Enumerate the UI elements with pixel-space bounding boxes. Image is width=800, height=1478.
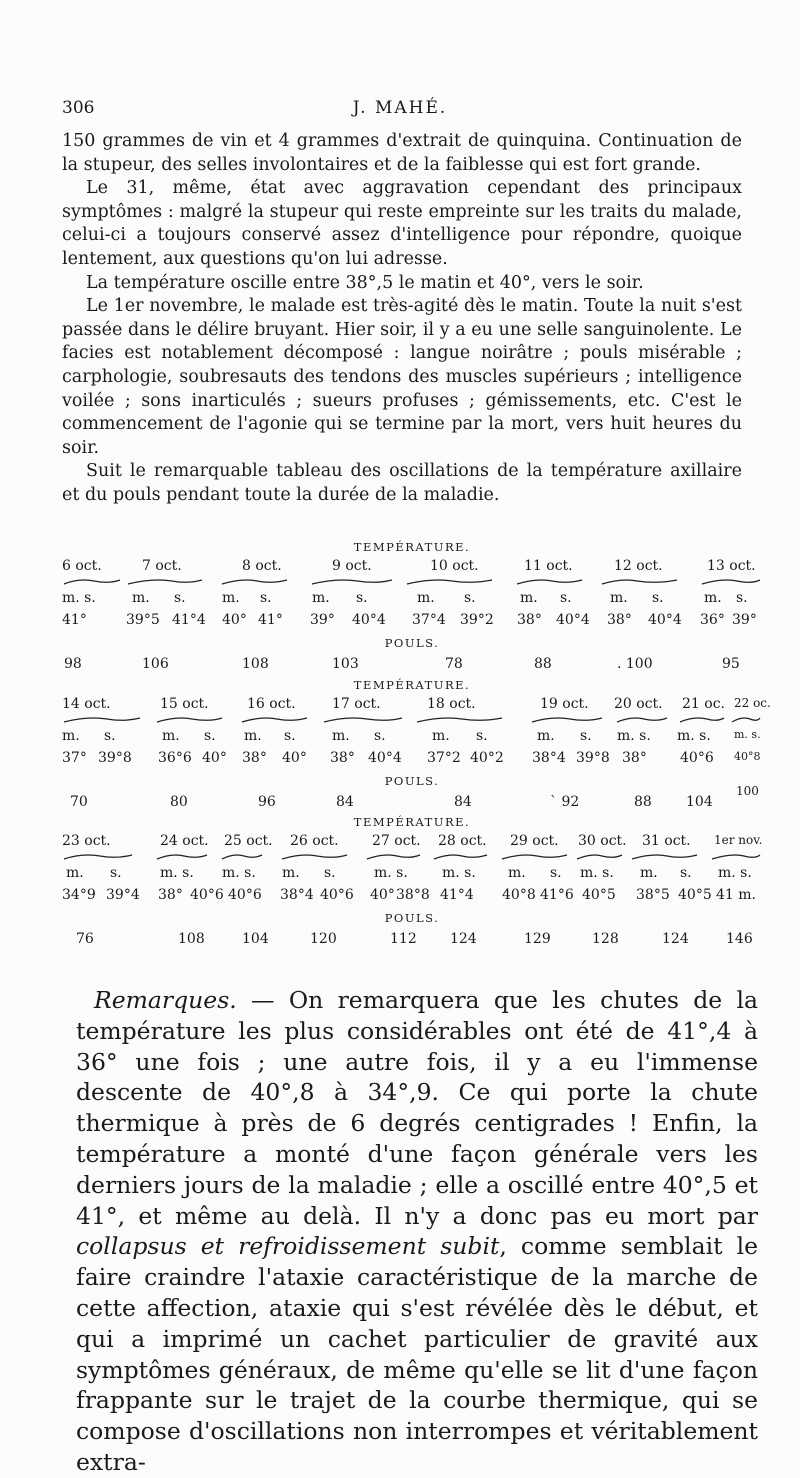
- temp-cell: 40°: [370, 887, 395, 903]
- remarks-italic-phrase: collapsus et refroidissement subit: [76, 1232, 500, 1261]
- temp-cell: 38°: [607, 612, 632, 628]
- date-row: [62, 833, 762, 853]
- pouls-row: [62, 931, 762, 951]
- date-cell: 13 oct.: [707, 558, 756, 574]
- morning-evening-row: [62, 590, 762, 610]
- ms-cell: s.: [736, 590, 748, 606]
- temp-cell: 40°: [222, 612, 247, 628]
- ms-cell: m.: [537, 728, 555, 744]
- date-cell: 28 oct.: [438, 833, 487, 849]
- date-cell: 16 oct.: [247, 696, 296, 712]
- page-number: 306: [62, 98, 95, 118]
- pouls-cell: 112: [390, 931, 417, 947]
- temperature-row: [62, 750, 762, 770]
- ms-cell: m. s.: [62, 590, 96, 606]
- ms-cell: m. s.: [580, 865, 614, 881]
- ms-cell: s.: [374, 728, 386, 744]
- ms-cell: m.: [132, 590, 150, 606]
- ms-cell: m.: [417, 590, 435, 606]
- temp-cell: 40°6: [228, 887, 262, 903]
- remarks-heading: Remarques.: [94, 986, 237, 1014]
- ms-cell: m. s.: [160, 865, 194, 881]
- date-cell: 21 oc.: [682, 696, 725, 712]
- temp-cell: 38°4: [280, 887, 314, 903]
- ms-cell: m. s.: [677, 728, 711, 744]
- morning-evening-row: [62, 865, 762, 885]
- pouls-cell: 84: [336, 794, 354, 810]
- ms-cell: m.: [610, 590, 628, 606]
- pouls-cell: 100: [736, 784, 759, 798]
- pouls-cell: 98: [64, 656, 82, 672]
- ms-cell: m.: [508, 865, 526, 881]
- temp-cell: 40°6: [190, 887, 224, 903]
- temp-cell: 37°4: [412, 612, 446, 628]
- temp-cell: 38°8: [396, 887, 430, 903]
- pouls-cell: 80: [170, 794, 188, 810]
- pouls-cell: 108: [242, 656, 269, 672]
- date-cell: 9 oct.: [332, 558, 372, 574]
- pouls-label: POULS.: [384, 636, 440, 650]
- paragraph: 150 grammes de vin et 4 grammes d'extrait de quinquina. Continuation de la stupeur, des selles involontaires et de la faiblesse qui est fort grande.: [62, 131, 742, 175]
- pouls-cell: 128: [592, 931, 619, 947]
- pouls-cell: 88: [634, 794, 652, 810]
- date-cell: 22 oc.: [734, 696, 771, 710]
- paragraph: Suit le remarquable tableau des oscillations de la température axillaire et du pouls pendant toute la durée de la maladie.: [62, 461, 742, 505]
- ms-cell: m. s.: [374, 865, 408, 881]
- pouls-cell: 96: [258, 794, 276, 810]
- remarks-text: , comme semblait le faire craindre l'ataxie caractéristique de la marche de cette affection, ataxie qui s'est révélée dès le début, et qui a imprimé un cachet particulier de gravité aux symptômes généraux, de même qu'elle se lit d'une façon frappante sur le trajet de la courbe thermique, qui se compose d'oscillations non interrompes et véritablement extra-: [76, 1232, 758, 1476]
- ms-cell: m.: [520, 590, 538, 606]
- temp-cell: 41°4: [172, 612, 206, 628]
- temp-cell: 40°6: [320, 887, 354, 903]
- date-cell: 26 oct.: [290, 833, 339, 849]
- temp-cell: 38°4: [532, 750, 566, 766]
- pouls-cell: 120: [310, 931, 337, 947]
- pouls-cell: 129: [524, 931, 551, 947]
- date-cell: 25 oct.: [224, 833, 273, 849]
- date-cell: 10 oct.: [430, 558, 479, 574]
- ms-cell: s.: [324, 865, 336, 881]
- morning-evening-row: [62, 728, 762, 748]
- pouls-cell: 70: [70, 794, 88, 810]
- pouls-label: POULS.: [384, 774, 440, 788]
- temp-cell: 40°4: [368, 750, 402, 766]
- temp-cell: 41°6: [540, 887, 574, 903]
- temp-cell: 38°: [330, 750, 355, 766]
- temp-cell: 41°: [258, 612, 283, 628]
- temp-cell: 40°8: [734, 750, 761, 763]
- pouls-cell: ` 92: [550, 794, 580, 810]
- brace-lines: [62, 716, 762, 724]
- temp-cell: 39°: [310, 612, 335, 628]
- ms-cell: m.: [66, 865, 84, 881]
- temp-cell: 39°8: [576, 750, 610, 766]
- ms-cell: s.: [356, 590, 368, 606]
- date-cell: 27 oct.: [372, 833, 421, 849]
- temperature-label: TEMPÉRATURE.: [353, 678, 471, 692]
- pouls-cell: 106: [142, 656, 169, 672]
- temp-cell: 41°: [62, 612, 87, 628]
- remarks-section: [76, 985, 758, 1478]
- ms-cell: m.: [312, 590, 330, 606]
- ms-cell: m.: [432, 728, 450, 744]
- brace-lines: [62, 853, 762, 861]
- ms-cell: s.: [110, 865, 122, 881]
- temp-cell: 40°5: [678, 887, 712, 903]
- temp-cell: 39°5: [126, 612, 160, 628]
- ms-cell: m. s.: [222, 865, 256, 881]
- date-cell: 11 oct.: [524, 558, 573, 574]
- temp-cell: 38°: [158, 887, 183, 903]
- ms-cell: s.: [550, 865, 562, 881]
- pouls-cell: 84: [454, 794, 472, 810]
- ms-cell: m.: [244, 728, 262, 744]
- body-text: [62, 130, 742, 508]
- date-cell: 14 oct.: [62, 696, 111, 712]
- temp-cell: 39°8: [98, 750, 132, 766]
- ms-cell: s.: [652, 590, 664, 606]
- date-row: [62, 558, 762, 578]
- temp-cell: 38°5: [636, 887, 670, 903]
- temp-cell: 38°: [242, 750, 267, 766]
- temperature-label: TEMPÉRATURE.: [353, 815, 471, 829]
- pouls-cell: 104: [242, 931, 269, 947]
- date-cell: 24 oct.: [160, 833, 209, 849]
- date-cell: 23 oct.: [62, 833, 111, 849]
- temp-cell: 40°2: [470, 750, 504, 766]
- temperature-row: [62, 612, 762, 632]
- brace-lines: [62, 578, 762, 586]
- temp-cell: 40°: [282, 750, 307, 766]
- temp-cell: 40°8: [502, 887, 536, 903]
- temperature-label: TEMPÉRATURE.: [353, 540, 471, 554]
- pouls-cell: 78: [445, 656, 463, 672]
- ms-cell: m.: [222, 590, 240, 606]
- pouls-cell: 104: [686, 794, 713, 810]
- ms-cell: s.: [260, 590, 272, 606]
- pouls-cell: 146: [726, 931, 753, 947]
- date-cell: 15 oct.: [160, 696, 209, 712]
- date-cell: 1er nov.: [714, 833, 763, 847]
- running-head: [62, 98, 738, 122]
- ms-cell: m.: [62, 728, 80, 744]
- pouls-cell: 103: [332, 656, 359, 672]
- temp-cell: 36°: [700, 612, 725, 628]
- pouls-cell: 124: [662, 931, 689, 947]
- temp-cell: 40°: [202, 750, 227, 766]
- ms-cell: s.: [464, 590, 476, 606]
- remarks-paragraph: [76, 985, 758, 1478]
- temp-cell: 39°2: [460, 612, 494, 628]
- temp-cell: 40°6: [680, 750, 714, 766]
- paragraph: Le 31, même, état avec aggravation cependant des principaux symptômes : malgré la stupeur qui reste empreinte sur les traits du malade, celui-ci a toujours conservé assez d'intelligence pour répondre, quoique lentement, aux questions qu'on lui adresse.: [62, 178, 742, 269]
- brace-row: [62, 853, 762, 861]
- paragraph: La température oscille entre 38°,5 le matin et 40°, vers le soir.: [86, 272, 644, 293]
- date-row: [62, 696, 771, 716]
- pouls-cell: 95: [722, 656, 740, 672]
- date-cell: 12 oct.: [614, 558, 663, 574]
- date-cell: 7 oct.: [142, 558, 182, 574]
- ms-cell: m.: [704, 590, 722, 606]
- temp-cell: 36°6: [158, 750, 192, 766]
- temperature-row: [62, 887, 762, 907]
- temp-cell: 34°9: [62, 887, 96, 903]
- temp-cell: 37°: [62, 750, 87, 766]
- temp-cell: 39°4: [106, 887, 140, 903]
- ms-cell: s.: [174, 590, 186, 606]
- temp-cell: 41°4: [440, 887, 474, 903]
- date-cell: 31 oct.: [642, 833, 691, 849]
- pouls-row: [62, 656, 762, 676]
- date-cell: 20 oct.: [614, 696, 663, 712]
- ms-cell: s.: [284, 728, 296, 744]
- date-cell: 30 oct.: [578, 833, 627, 849]
- pouls-label: POULS.: [384, 911, 440, 925]
- ms-cell: m.: [282, 865, 300, 881]
- temp-cell: 40°4: [352, 612, 386, 628]
- temp-cell: 40°5: [582, 887, 616, 903]
- ms-cell: s.: [204, 728, 216, 744]
- ms-cell: m.: [332, 728, 350, 744]
- temp-cell: 37°2: [427, 750, 461, 766]
- date-cell: 6 oct.: [62, 558, 102, 574]
- brace-row: [62, 716, 762, 724]
- paragraph: Le 1er novembre, le malade est très-agité dès le matin. Toute la nuit s'est passée dans le délire bruyant. Hier soir, il y a eu une selle sanguinolente. Le facies est notablement décomposé : langue noirâtre ; pouls misérable ; carphologie, soubresauts des tendons des muscles supérieurs ; intelligence voilée ; sons inarticulés ; sueurs profuses ; gémissements, etc. C'est le commencement de l'agonie qui se termine par la mort, vers huit heures du soir.: [62, 296, 742, 458]
- temp-cell: 38°: [622, 750, 647, 766]
- date-cell: 18 oct.: [427, 696, 476, 712]
- ms-cell: s.: [104, 728, 116, 744]
- pouls-cell: 124: [450, 931, 477, 947]
- pouls-cell: 76: [76, 931, 94, 947]
- ms-cell: s.: [560, 590, 572, 606]
- running-head-author: J. MAHÉ.: [352, 98, 448, 118]
- brace-row: [62, 578, 762, 586]
- ms-cell: m. s.: [442, 865, 476, 881]
- ms-cell: m. s.: [617, 728, 651, 744]
- pouls-cell: . 100: [617, 656, 653, 672]
- temp-cell: 40°4: [648, 612, 682, 628]
- ms-cell: m.: [162, 728, 180, 744]
- temp-cell: 38°: [517, 612, 542, 628]
- ms-cell: s.: [476, 728, 488, 744]
- ms-cell: m. s.: [734, 728, 761, 741]
- pouls-cell: 88: [534, 656, 552, 672]
- pouls-row: [62, 784, 762, 814]
- ms-cell: s.: [580, 728, 592, 744]
- ms-cell: m. s.: [718, 865, 752, 881]
- temp-cell: 41 m.: [716, 887, 756, 903]
- date-cell: 19 oct.: [540, 696, 589, 712]
- pouls-cell: 108: [178, 931, 205, 947]
- temp-cell: 39°: [732, 612, 757, 628]
- ms-cell: s.: [680, 865, 692, 881]
- date-cell: 17 oct.: [332, 696, 381, 712]
- date-cell: 29 oct.: [510, 833, 559, 849]
- date-cell: 8 oct.: [242, 558, 282, 574]
- remarks-text: — On remarquera que les chutes de la température les plus considérables ont été de 41°,4 à 36° une fois ; une autre fois, il y a eu l'immense descente de 40°,8 à 34°,9. Ce qui porte la chute thermique à près de 6 degrés centigrades ! Enfin, la température a monté d'une façon générale vers les derniers jours de la maladie ; elle a oscillé entre 40°,5 et 41°, et même au delà. Il n'y a donc pas eu mort par: [76, 986, 758, 1230]
- ms-cell: m.: [640, 865, 658, 881]
- temp-cell: 40°4: [556, 612, 590, 628]
